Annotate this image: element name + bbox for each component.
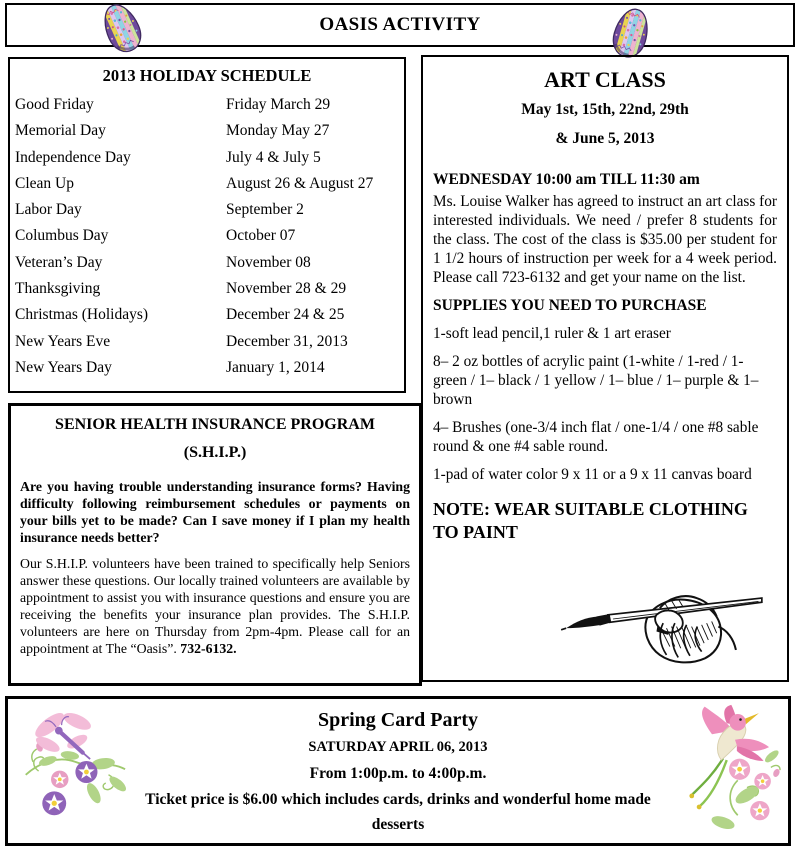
art-class-title: ART CLASS: [544, 67, 666, 92]
art-class-section: [421, 55, 789, 682]
dragonfly-and-flowers-illustration: [16, 703, 144, 841]
ship-intro-paragraph: Are you having trouble understanding insurance forms? Having difficulty following reimbursement schedules or payments on your bills yet to be made? Can I save money if I plan my health insurance needs better?: [20, 479, 410, 545]
art-class-dates-line1: May 1st, 15th, 22nd, 29th: [521, 101, 689, 118]
holiday-schedule-section: [8, 57, 406, 393]
table-row: [10, 355, 404, 381]
hummingbird-and-flowers-illustration: [684, 703, 786, 841]
card-party-section: [5, 696, 791, 846]
holiday-date: January 1, 2014: [226, 358, 325, 376]
holiday-date: October 07: [226, 227, 296, 245]
holiday-date: September 2: [226, 201, 304, 219]
supply-item: 1-soft lead pencil,1 ruler & 1 art eraser: [433, 325, 671, 342]
table-row: [10, 92, 404, 118]
holiday-name: Thanksgiving: [15, 280, 101, 298]
holiday-name: Good Friday: [15, 96, 94, 113]
ship-body-paragraph: [20, 555, 410, 657]
holiday-date: Monday May 27: [226, 122, 330, 140]
ship-subtitle: (S.H.I.P.): [183, 444, 247, 461]
holiday-date: August 26 & August 27: [226, 174, 374, 192]
table-row: [10, 118, 404, 144]
table-row: [10, 329, 404, 355]
holiday-name: New Years Day: [15, 358, 112, 376]
card-party-title: Spring Card Party: [318, 709, 478, 731]
hand-holding-paintbrush-illustration: [559, 578, 769, 670]
holiday-date: December 31, 2013: [226, 332, 348, 350]
holiday-date: July 4 & July 5: [226, 148, 321, 166]
holiday-name: New Years Eve: [15, 332, 111, 350]
holiday-date: November 28 & 29: [226, 280, 347, 298]
holiday-name: Labor Day: [15, 201, 82, 219]
ship-title: SENIOR HEALTH INSURANCE PROGRAM: [55, 416, 375, 433]
holiday-name: Christmas (Holidays): [15, 306, 149, 324]
ship-section: [8, 403, 422, 686]
holiday-name: Veteran’s Day: [15, 253, 103, 271]
art-class-description: Ms. Louise Walker has agreed to instruct an art class for interested individuals. We need / prefer 8 students for the class. The cost of the class is $35.00 per student for 1 1/2 hours of instruction per week for a 4 week period. Please call 723-6132 and get your name on the list.: [433, 193, 777, 286]
card-party-text: [118, 699, 678, 837]
art-class-note: NOTE: WEAR SUITABLE CLOTHING TO PAINT: [433, 499, 748, 542]
holiday-name: Memorial Day: [15, 122, 106, 140]
ship-phone-number: 732-6132.: [180, 641, 237, 656]
holiday-name: Independence Day: [15, 148, 131, 166]
card-party-date: SATURDAY APRIL 06, 2013: [308, 739, 488, 755]
supplies-heading: SUPPLIES YOU NEED TO PURCHASE: [433, 297, 707, 314]
card-party-time: From 1:00p.m. to 4:00p.m.: [309, 765, 487, 782]
holiday-name: Clean Up: [15, 174, 74, 192]
holiday-date: December 24 & 25: [226, 306, 345, 324]
supply-item: 1-pad of water color 9 x 11 or a 9 x 11 canvas board: [433, 466, 752, 483]
supplies-list: [433, 324, 777, 484]
page-title: OASIS ACTIVITY: [319, 14, 481, 35]
table-row: [10, 276, 404, 302]
supply-item: 8– 2 oz bottles of acrylic paint (1-white / 1-red / 1-green / 1– black / 1 yellow / 1– blue / 1– purple & 1– brown: [433, 353, 759, 408]
supply-item: 4– Brushes (one-3/4 inch flat / one-1/4 / one #8 sable round & one #4 sable round.: [433, 419, 759, 455]
table-row: [10, 302, 404, 328]
holiday-date: November 08: [226, 253, 311, 271]
table-row: [10, 171, 404, 197]
table-row: [10, 145, 404, 171]
holiday-schedule-title: 2013 HOLIDAY SCHEDULE: [102, 66, 312, 85]
card-party-details: Ticket price is $6.00 which includes cards, drinks and wonderful home made desserts: [145, 791, 651, 833]
ship-body-text: Our S.H.I.P. volunteers have been trained to specifically help Seniors answer these questions. Our locally trained volunteers are available by appointment to assist you with insurance questions and ensure you are receiving the benefits your insurance plan provides. The S.H.I.P. volunteers are here on Thursday from 2pm-4pm. Please call for an appointment at The “Oasis”.: [20, 556, 410, 656]
art-class-dates-line2: & June 5, 2013: [555, 130, 655, 147]
page-header: [5, 3, 795, 47]
table-row: [10, 250, 404, 276]
table-row: [10, 223, 404, 249]
holiday-schedule-table: [10, 92, 404, 381]
art-class-schedule: WEDNESDAY 10:00 am TILL 11:30 am: [433, 171, 700, 188]
holiday-date: Friday March 29: [226, 96, 331, 113]
holiday-name: Columbus Day: [15, 227, 109, 245]
table-row: [10, 197, 404, 223]
